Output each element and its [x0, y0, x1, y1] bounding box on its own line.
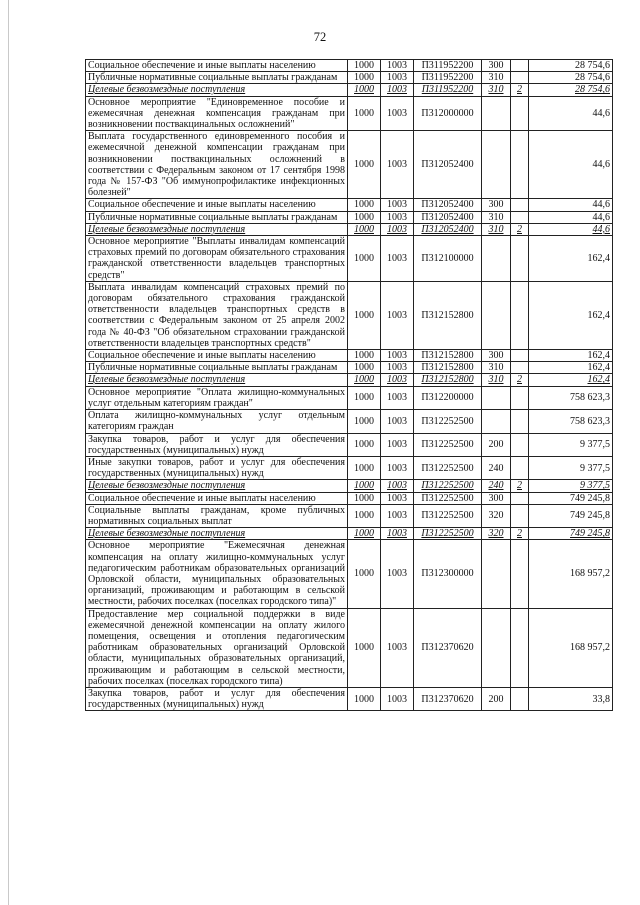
section-code-cell: 1000 [348, 456, 381, 479]
table-row [86, 84, 613, 96]
subtype-cell [511, 456, 529, 479]
amount-cell: 44,6 [529, 96, 613, 131]
section-code-cell: 1000 [348, 504, 381, 527]
table-row [86, 410, 613, 433]
target-article-cell: П312252500 [414, 456, 482, 479]
table-row [86, 211, 613, 223]
subtype-cell [511, 131, 529, 199]
table-row [86, 223, 613, 235]
section-code-cell: 1000 [348, 374, 381, 386]
section-code-cell: 1000 [348, 528, 381, 540]
subtype-cell [511, 687, 529, 710]
section-code-cell: 1000 [348, 199, 381, 211]
expense-type-cell: 320 [482, 528, 511, 540]
subtype-cell [511, 72, 529, 84]
row-name-cell: Целевые безвозмездные поступления [86, 480, 348, 492]
target-article-cell: П312200000 [414, 386, 482, 409]
subsection-code-cell: 1003 [381, 96, 414, 131]
target-article-cell: П312252500 [414, 492, 482, 504]
expense-type-cell [482, 386, 511, 409]
subsection-code-cell: 1003 [381, 84, 414, 96]
table-row [86, 528, 613, 540]
row-name-cell: Социальное обеспечение и иные выплаты населению [86, 60, 348, 72]
expense-type-cell [482, 236, 511, 282]
target-article-cell: П311952200 [414, 60, 482, 72]
amount-cell: 28 754,6 [529, 72, 613, 84]
target-article-cell: П312252500 [414, 528, 482, 540]
table-row [86, 504, 613, 527]
section-code-cell: 1000 [348, 72, 381, 84]
row-name-cell: Целевые безвозмездные поступления [86, 374, 348, 386]
table-row [86, 540, 613, 608]
table-row [86, 236, 613, 282]
target-article-cell: П311952200 [414, 72, 482, 84]
table-row [86, 480, 613, 492]
row-name-cell: Основное мероприятие "Выплаты инвалидам компенсаций страховых премий по договорам обязательного страхования гражданской ответственности владельцев транспортных средств" [86, 236, 348, 282]
expense-type-cell: 310 [482, 72, 511, 84]
budget-table [85, 59, 613, 711]
table-row [86, 199, 613, 211]
amount-cell: 162,4 [529, 236, 613, 282]
expense-type-cell [482, 96, 511, 131]
amount-cell: 749 245,8 [529, 492, 613, 504]
section-code-cell: 1000 [348, 350, 381, 362]
section-code-cell: 1000 [348, 60, 381, 72]
subsection-code-cell: 1003 [381, 433, 414, 456]
table-row [86, 60, 613, 72]
target-article-cell: П312052400 [414, 223, 482, 235]
table-row [86, 374, 613, 386]
subsection-code-cell: 1003 [381, 72, 414, 84]
subtype-cell [511, 386, 529, 409]
subsection-code-cell: 1003 [381, 362, 414, 374]
subtype-cell [511, 608, 529, 687]
target-article-cell: П312300000 [414, 540, 482, 608]
subsection-code-cell: 1003 [381, 456, 414, 479]
amount-cell: 44,6 [529, 199, 613, 211]
expense-type-cell: 300 [482, 492, 511, 504]
row-name-cell: Целевые безвозмездные поступления [86, 84, 348, 96]
row-name-cell: Предоставление мер социальной поддержки в виде ежемесячной денежной компенсации на оплату жилого помещения, освещения и отопления педагогическим работникам образовательных организаций Орловской области, муниципальных образовательных организаций, проживающим и работающим в сельской местности, рабочих поселках (поселках городского типа) [86, 608, 348, 687]
section-code-cell: 1000 [348, 84, 381, 96]
subsection-code-cell: 1003 [381, 608, 414, 687]
section-code-cell: 1000 [348, 480, 381, 492]
amount-cell: 33,8 [529, 687, 613, 710]
expense-type-cell: 310 [482, 374, 511, 386]
table-row [86, 96, 613, 131]
amount-cell: 162,4 [529, 281, 613, 349]
target-article-cell: П312052400 [414, 211, 482, 223]
subtype-cell [511, 211, 529, 223]
expense-type-cell: 200 [482, 687, 511, 710]
section-code-cell: 1000 [348, 281, 381, 349]
expense-type-cell: 310 [482, 223, 511, 235]
table-row [86, 362, 613, 374]
expense-type-cell [482, 131, 511, 199]
amount-cell: 44,6 [529, 223, 613, 235]
target-article-cell: П312252500 [414, 504, 482, 527]
subsection-code-cell: 1003 [381, 492, 414, 504]
subtype-cell: 2 [511, 528, 529, 540]
subtype-cell [511, 96, 529, 131]
section-code-cell: 1000 [348, 236, 381, 282]
expense-type-cell: 240 [482, 456, 511, 479]
amount-cell: 162,4 [529, 350, 613, 362]
budget-table-body [86, 60, 613, 711]
amount-cell: 758 623,3 [529, 386, 613, 409]
row-name-cell: Иные закупки товаров, работ и услуг для обеспечения государственных (муниципальных) нужд [86, 456, 348, 479]
target-article-cell: П312152800 [414, 374, 482, 386]
subsection-code-cell: 1003 [381, 281, 414, 349]
target-article-cell: П312152800 [414, 362, 482, 374]
subsection-code-cell: 1003 [381, 386, 414, 409]
subtype-cell [511, 350, 529, 362]
row-name-cell: Основное мероприятие "Единовременное пособие и ежемесячная денежная компенсация гражданам при возникновении поствакцинальных осложнений" [86, 96, 348, 131]
expense-type-cell: 300 [482, 350, 511, 362]
amount-cell: 758 623,3 [529, 410, 613, 433]
row-name-cell: Закупка товаров, работ и услуг для обеспечения государственных (муниципальных) нужд [86, 687, 348, 710]
amount-cell: 28 754,6 [529, 84, 613, 96]
subtype-cell [511, 60, 529, 72]
expense-type-cell: 310 [482, 211, 511, 223]
row-name-cell: Социальное обеспечение и иные выплаты населению [86, 350, 348, 362]
row-name-cell: Оплата жилищно-коммунальных услуг отдельным категориям граждан [86, 410, 348, 433]
subsection-code-cell: 1003 [381, 528, 414, 540]
expense-type-cell [482, 540, 511, 608]
row-name-cell: Выплата инвалидам компенсаций страховых премий по договорам обязательного страхования гражданской ответственности владельцев транспортных средств в соответствии с Федеральным законом от 25 апреля 2002 года № 40-ФЗ "Об обязательном страховании гражданской ответственности владельцев транспортных средств" [86, 281, 348, 349]
amount-cell: 162,4 [529, 362, 613, 374]
amount-cell: 749 245,8 [529, 528, 613, 540]
subsection-code-cell: 1003 [381, 687, 414, 710]
row-name-cell: Социальное обеспечение и иные выплаты населению [86, 492, 348, 504]
page-number: 72 [313, 30, 327, 44]
amount-cell: 9 377,5 [529, 433, 613, 456]
table-row [86, 456, 613, 479]
amount-cell: 749 245,8 [529, 504, 613, 527]
table-row [86, 281, 613, 349]
table-row [86, 350, 613, 362]
subtype-cell: 2 [511, 223, 529, 235]
table-row [86, 687, 613, 710]
row-name-cell: Публичные нормативные социальные выплаты гражданам [86, 362, 348, 374]
target-article-cell: П311952200 [414, 84, 482, 96]
row-name-cell: Целевые безвозмездные поступления [86, 223, 348, 235]
section-code-cell: 1000 [348, 211, 381, 223]
subsection-code-cell: 1003 [381, 350, 414, 362]
amount-cell: 168 957,2 [529, 540, 613, 608]
target-article-cell: П312100000 [414, 236, 482, 282]
table-row [86, 608, 613, 687]
target-article-cell: П312000000 [414, 96, 482, 131]
amount-cell: 44,6 [529, 211, 613, 223]
amount-cell: 28 754,6 [529, 60, 613, 72]
row-name-cell: Основное мероприятие "Ежемесячная денежная компенсация на оплату жилищно-коммунальных услуг педагогическим работникам образовательных организаций Орловской области, муниципальных образовательных организаций, проживающим и работающим в сельской местности, рабочих поселках (поселках городского типа)" [86, 540, 348, 608]
subsection-code-cell: 1003 [381, 60, 414, 72]
subsection-code-cell: 1003 [381, 223, 414, 235]
row-name-cell: Социальные выплаты гражданам, кроме публичных нормативных социальных выплат [86, 504, 348, 527]
target-article-cell: П312152800 [414, 350, 482, 362]
target-article-cell: П312370620 [414, 608, 482, 687]
subsection-code-cell: 1003 [381, 374, 414, 386]
target-article-cell: П312252500 [414, 480, 482, 492]
row-name-cell: Основное мероприятие "Оплата жилищно-коммунальных услуг отдельным категориям граждан" [86, 386, 348, 409]
row-name-cell: Публичные нормативные социальные выплаты гражданам [86, 72, 348, 84]
subsection-code-cell: 1003 [381, 211, 414, 223]
section-code-cell: 1000 [348, 386, 381, 409]
subtype-cell: 2 [511, 480, 529, 492]
subtype-cell [511, 410, 529, 433]
table-row [86, 131, 613, 199]
expense-type-cell: 310 [482, 84, 511, 96]
expense-type-cell: 320 [482, 504, 511, 527]
subsection-code-cell: 1003 [381, 540, 414, 608]
expense-type-cell: 300 [482, 199, 511, 211]
row-name-cell: Выплата государственного единовременного пособия и ежемесячной денежной компенсации гражданам при возникновении поствакцинальных осложнений в соответствии с Федеральным законом от 17 сентября 1998 года № 157-ФЗ "Об иммунопрофилактике инфекционных болезней" [86, 131, 348, 199]
scan-edge-line [8, 0, 9, 905]
table-row [86, 492, 613, 504]
section-code-cell: 1000 [348, 492, 381, 504]
section-code-cell: 1000 [348, 687, 381, 710]
subtype-cell: 2 [511, 374, 529, 386]
target-article-cell: П312052400 [414, 131, 482, 199]
subsection-code-cell: 1003 [381, 410, 414, 433]
subtype-cell [511, 199, 529, 211]
target-article-cell: П312370620 [414, 687, 482, 710]
table-row [86, 386, 613, 409]
expense-type-cell [482, 608, 511, 687]
target-article-cell: П312252500 [414, 410, 482, 433]
target-article-cell: П312052400 [414, 199, 482, 211]
table-row [86, 433, 613, 456]
expense-type-cell: 300 [482, 60, 511, 72]
amount-cell: 9 377,5 [529, 480, 613, 492]
section-code-cell: 1000 [348, 96, 381, 131]
row-name-cell: Закупка товаров, работ и услуг для обеспечения государственных (муниципальных) нужд [86, 433, 348, 456]
subtype-cell [511, 281, 529, 349]
target-article-cell: П312252500 [414, 433, 482, 456]
expense-type-cell: 200 [482, 433, 511, 456]
subtype-cell [511, 504, 529, 527]
subsection-code-cell: 1003 [381, 199, 414, 211]
subtype-cell [511, 236, 529, 282]
section-code-cell: 1000 [348, 410, 381, 433]
subsection-code-cell: 1003 [381, 504, 414, 527]
section-code-cell: 1000 [348, 362, 381, 374]
section-code-cell: 1000 [348, 131, 381, 199]
section-code-cell: 1000 [348, 540, 381, 608]
section-code-cell: 1000 [348, 433, 381, 456]
expense-type-cell: 310 [482, 362, 511, 374]
row-name-cell: Социальное обеспечение и иные выплаты населению [86, 199, 348, 211]
expense-type-cell: 240 [482, 480, 511, 492]
subtype-cell [511, 433, 529, 456]
expense-type-cell [482, 281, 511, 349]
row-name-cell: Целевые безвозмездные поступления [86, 528, 348, 540]
subtype-cell [511, 362, 529, 374]
subtype-cell [511, 540, 529, 608]
section-code-cell: 1000 [348, 608, 381, 687]
row-name-cell: Публичные нормативные социальные выплаты гражданам [86, 211, 348, 223]
subtype-cell: 2 [511, 84, 529, 96]
target-article-cell: П312152800 [414, 281, 482, 349]
amount-cell: 162,4 [529, 374, 613, 386]
table-row [86, 72, 613, 84]
amount-cell: 9 377,5 [529, 456, 613, 479]
amount-cell: 44,6 [529, 131, 613, 199]
section-code-cell: 1000 [348, 223, 381, 235]
subtype-cell [511, 492, 529, 504]
amount-cell: 168 957,2 [529, 608, 613, 687]
subsection-code-cell: 1003 [381, 236, 414, 282]
subsection-code-cell: 1003 [381, 480, 414, 492]
subsection-code-cell: 1003 [381, 131, 414, 199]
expense-type-cell [482, 410, 511, 433]
